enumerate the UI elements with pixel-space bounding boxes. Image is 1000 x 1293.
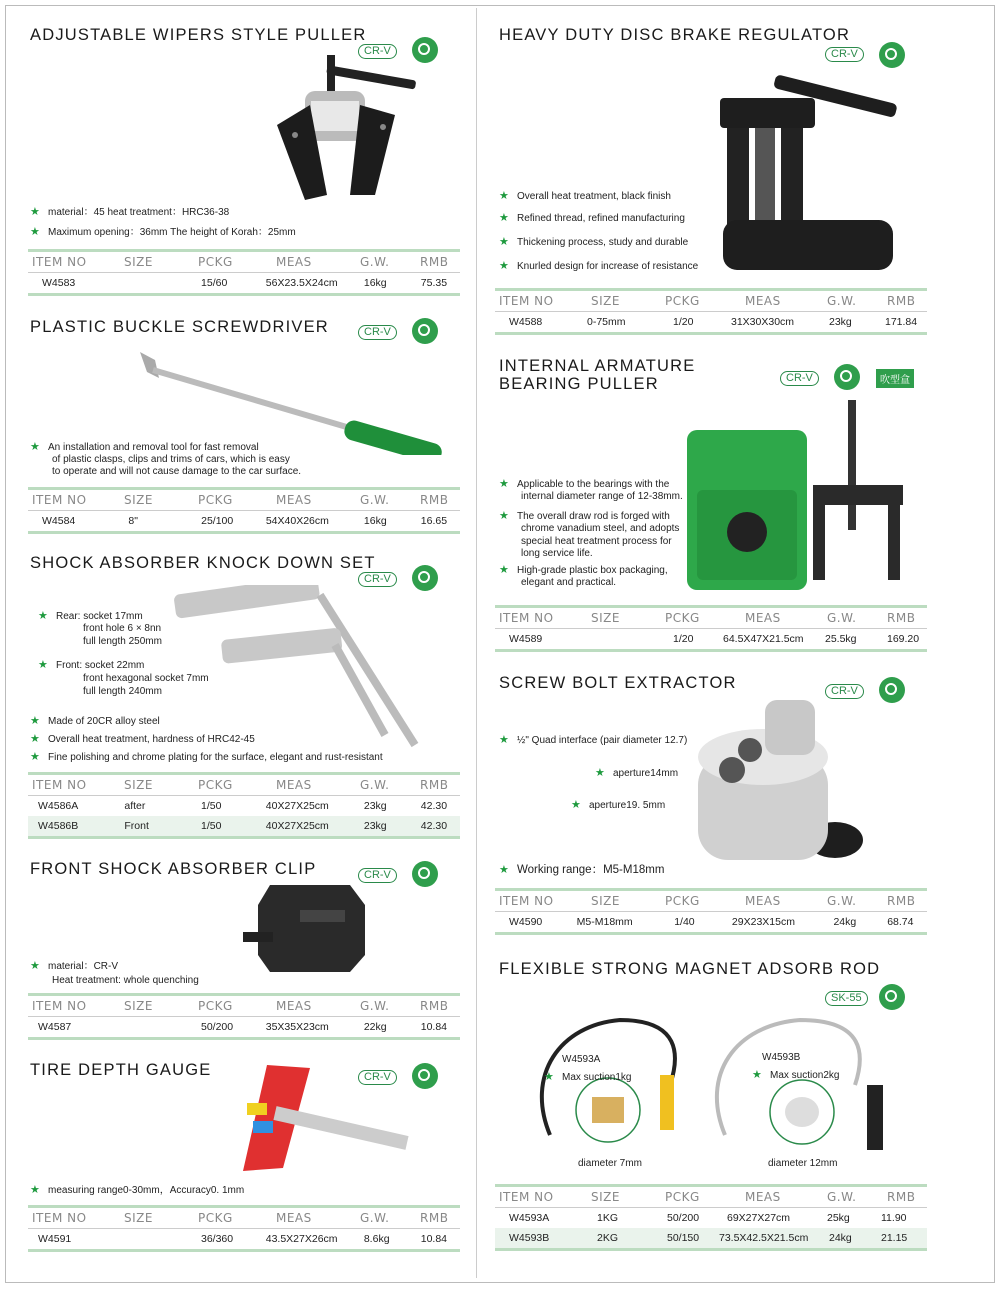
table-cell: 169.20 xyxy=(887,633,920,645)
feature-text: full length 250mm xyxy=(83,636,162,647)
disc-brake-regulator-image xyxy=(715,70,900,275)
spec-table xyxy=(495,1184,927,1251)
table-cell: 50/200 xyxy=(200,1021,234,1033)
feature-text: diameter 12mm xyxy=(768,1158,838,1169)
col-header: ITEM NO xyxy=(32,493,87,507)
col-header: ITEM NO xyxy=(499,611,554,625)
col-header: PCKG xyxy=(665,611,700,625)
star-icon: ★ xyxy=(595,767,605,779)
star-icon: ★ xyxy=(38,610,48,622)
col-header: SIZE xyxy=(591,294,620,308)
table-row xyxy=(28,1017,460,1037)
table-cell: 24kg xyxy=(829,1232,852,1244)
feature-text: measuring range0-30mm，Accuracy0. 1mm xyxy=(48,1185,245,1196)
table-cell: 21.15 xyxy=(881,1232,908,1244)
table-cell: 1/20 xyxy=(673,316,694,328)
col-header: PCKG xyxy=(665,894,700,908)
table-cell xyxy=(122,273,195,293)
col-header: MEAS xyxy=(276,778,312,792)
feature-text: material：45 heat treatment：HRC36-38 xyxy=(48,207,230,218)
table-cell: 40X27X25cm xyxy=(265,820,329,832)
table-cell: 64.5X47X21.5cm xyxy=(723,633,804,645)
star-icon: ★ xyxy=(499,212,509,224)
table-cell: 0-75mm xyxy=(587,316,626,328)
col-header: PCKG xyxy=(665,1190,700,1204)
table-cell: 23kg xyxy=(363,820,387,832)
col-header: PCKG xyxy=(198,1211,233,1225)
table-cell: 56X23.5X24cm xyxy=(265,277,338,289)
star-icon: ★ xyxy=(499,734,509,746)
product-title: SHOCK ABSORBER KNOCK DOWN SET xyxy=(30,554,376,572)
feature-text: Fine polishing and chrome plating for the surface, elegant and rust-resistant xyxy=(48,752,383,763)
table-cell: 36/360 xyxy=(200,1233,234,1245)
product-title: ADJUSTABLE WIPERS STYLE PULLER xyxy=(30,26,367,44)
spec-table xyxy=(28,487,460,534)
material-badge: CR-V xyxy=(358,1070,397,1085)
col-header: ITEM NO xyxy=(499,894,554,908)
star-icon: ★ xyxy=(30,206,40,218)
feature-text: full length 240mm xyxy=(83,686,162,697)
col-header: ITEM NO xyxy=(499,1190,554,1204)
table-cell: W4588 xyxy=(509,316,543,328)
col-header: MEAS xyxy=(745,894,781,908)
table-cell xyxy=(587,629,673,649)
feature-text: elegant and practical. xyxy=(521,577,617,588)
table-cell: 31X30X30cm xyxy=(731,316,795,328)
feature-text: An installation and removal tool for fast removal xyxy=(48,442,259,453)
model-label: W4593A xyxy=(562,1054,601,1065)
star-icon: ★ xyxy=(499,510,509,522)
table-cell: 1/20 xyxy=(673,633,694,645)
table-row xyxy=(495,629,927,649)
col-header: RMB xyxy=(420,999,449,1013)
feature-text: aperture19. 5mm xyxy=(589,800,666,811)
material-badge: CR-V xyxy=(358,44,397,59)
col-header: RMB xyxy=(420,1211,449,1225)
feature-text: diameter 7mm xyxy=(578,1158,642,1169)
table-cell: 40X27X25cm xyxy=(265,800,329,812)
star-icon: ★ xyxy=(30,733,40,745)
star-icon: ★ xyxy=(30,960,40,972)
material-badge: CR-V xyxy=(358,868,397,883)
product-title: FRONT SHOCK ABSORBER CLIP xyxy=(30,860,317,878)
table-cell: 8.6kg xyxy=(363,1233,390,1245)
star-icon: ★ xyxy=(499,864,509,876)
spec-table xyxy=(28,993,460,1040)
table-row xyxy=(28,796,460,816)
table-cell: 15/60 xyxy=(201,277,228,289)
col-header: ITEM NO xyxy=(32,778,87,792)
screwdriver-image xyxy=(135,350,445,455)
star-icon: ★ xyxy=(30,226,40,238)
col-header: G.W. xyxy=(827,294,857,308)
quality-logo-icon xyxy=(834,364,860,390)
feature-text: The overall draw rod is forged with xyxy=(517,511,670,522)
col-header: MEAS xyxy=(745,611,781,625)
col-header: G.W. xyxy=(827,611,857,625)
table-cell: 43.5X27X26cm xyxy=(265,1233,338,1245)
table-cell: 16.65 xyxy=(420,515,448,527)
table-cell xyxy=(122,1017,195,1037)
table-row xyxy=(28,1229,460,1249)
table-cell: 10.84 xyxy=(420,1021,448,1033)
col-header: SIZE xyxy=(591,611,620,625)
table-cell: 23kg xyxy=(363,800,387,812)
table-row xyxy=(495,912,927,932)
table-cell: 1/40 xyxy=(674,916,695,928)
table-cell: 23kg xyxy=(829,316,852,328)
col-header: PCKG xyxy=(198,999,233,1013)
table-cell: 54X40X26cm xyxy=(265,515,329,527)
col-header: SIZE xyxy=(124,1211,153,1225)
table-cell: W4593B xyxy=(509,1232,550,1244)
table-cell: W4589 xyxy=(509,633,543,645)
col-header: ITEM NO xyxy=(32,255,87,269)
table-cell: 11.90 xyxy=(881,1212,907,1224)
table-row xyxy=(495,1228,927,1248)
col-header: ITEM NO xyxy=(32,1211,87,1225)
col-header: G.W. xyxy=(360,999,390,1013)
feature-text: Working range：M5-M18mm xyxy=(517,864,665,876)
col-header: SIZE xyxy=(591,1190,620,1204)
table-cell: M5-M18mm xyxy=(576,916,633,928)
col-header: G.W. xyxy=(360,493,390,507)
model-label: W4593B xyxy=(762,1052,801,1063)
feature-text: aperture14mm xyxy=(613,768,679,779)
table-cell: 25.5kg xyxy=(825,633,857,645)
table-row xyxy=(495,312,927,332)
feature-text: Applicable to the bearings with the xyxy=(517,479,670,490)
star-icon: ★ xyxy=(30,1184,40,1196)
star-icon: ★ xyxy=(30,441,40,453)
feature-text: High-grade plastic box packaging, xyxy=(517,565,668,576)
feature-text: of plastic clasps, clips and trims of cars, which is easy xyxy=(52,454,290,465)
col-header: ITEM NO xyxy=(499,294,554,308)
magnet-rods-image xyxy=(520,1015,920,1170)
table-cell: after xyxy=(124,800,146,812)
star-icon: ★ xyxy=(499,260,509,272)
star-icon: ★ xyxy=(30,715,40,727)
star-icon: ★ xyxy=(499,478,509,490)
table-cell: 1KG xyxy=(597,1212,619,1224)
col-header: PCKG xyxy=(198,493,233,507)
col-header: RMB xyxy=(887,1190,916,1204)
table-cell: W4591 xyxy=(38,1233,72,1245)
table-cell: 35X35X23cm xyxy=(265,1021,329,1033)
col-header: SIZE xyxy=(124,493,153,507)
col-header: SIZE xyxy=(124,999,153,1013)
table-cell: W4587 xyxy=(38,1021,72,1033)
table-cell: 1/50 xyxy=(201,820,222,832)
product-title: PLASTIC BUCKLE SCREWDRIVER xyxy=(30,318,329,336)
col-header: RMB xyxy=(420,255,449,269)
column-divider xyxy=(476,8,477,1278)
feature-text: Refined thread, refined manufacturing xyxy=(517,213,685,224)
table-row xyxy=(495,1208,927,1228)
material-badge: CR-V xyxy=(358,325,397,340)
table-cell: 16kg xyxy=(363,515,387,527)
material-badge: CR-V xyxy=(780,371,819,386)
star-icon: ★ xyxy=(38,659,48,671)
quality-logo-icon xyxy=(412,861,438,887)
feature-text: to operate and will not cause damage to the car surface. xyxy=(52,466,302,477)
col-header: G.W. xyxy=(360,1211,390,1225)
col-header: RMB xyxy=(420,778,449,792)
star-icon: ★ xyxy=(499,236,509,248)
table-cell: Front xyxy=(124,820,149,832)
table-cell: W4586B xyxy=(38,820,79,832)
bolt-extractor-image xyxy=(690,695,865,865)
feature-text: Knurled design for increase of resistance xyxy=(517,261,699,272)
col-header: G.W. xyxy=(360,255,390,269)
col-header: RMB xyxy=(420,493,449,507)
table-cell: 2KG xyxy=(597,1232,619,1244)
spec-table xyxy=(28,1205,460,1252)
table-cell: 50/200 xyxy=(667,1212,700,1224)
feature-text: material：CR-V xyxy=(48,961,119,972)
feature-text: front hexagonal socket 7mm xyxy=(83,673,209,684)
feature-text: Rear: socket 17mm xyxy=(56,611,143,622)
col-header: RMB xyxy=(887,894,916,908)
col-header: RMB xyxy=(887,294,916,308)
table-cell: W4584 xyxy=(42,515,76,527)
table-cell: 24kg xyxy=(833,916,857,928)
table-cell: 73.5X42.5X21.5cm xyxy=(719,1232,809,1244)
wiper-puller-image xyxy=(265,55,425,200)
col-header: G.W. xyxy=(827,894,857,908)
product-title-line2: BEARING PULLER xyxy=(499,375,659,393)
table-row xyxy=(28,511,460,531)
quality-logo-icon xyxy=(879,984,905,1010)
table-cell: W4586A xyxy=(38,800,79,812)
col-header: MEAS xyxy=(276,1211,312,1225)
col-header: SIZE xyxy=(124,255,153,269)
spec-table xyxy=(495,605,927,652)
col-header: G.W. xyxy=(827,1190,857,1204)
col-header: MEAS xyxy=(745,1190,781,1204)
table-cell: 171.84 xyxy=(885,316,918,328)
quality-logo-icon xyxy=(879,42,905,68)
col-header: PCKG xyxy=(198,778,233,792)
col-header: RMB xyxy=(887,611,916,625)
star-icon: ★ xyxy=(30,751,40,763)
feature-text: Front: socket 22mm xyxy=(56,660,145,671)
feature-text: special heat treatment process for xyxy=(521,536,672,547)
spec-table xyxy=(28,772,460,839)
feature-text: chrome vanadium steel, and adopts xyxy=(521,523,680,534)
table-cell: 22kg xyxy=(363,1021,387,1033)
material-badge: CR-V xyxy=(825,47,864,62)
material-badge: SK-55 xyxy=(825,991,868,1006)
feature-text: Max suction1kg xyxy=(562,1072,632,1083)
table-cell: 68.74 xyxy=(887,916,914,928)
feature-text: Heat treatment: whole quenching xyxy=(52,975,199,986)
feature-text: Maximum opening：36mm The height of Korah：25mm xyxy=(48,227,296,238)
col-header: MEAS xyxy=(745,294,781,308)
material-badge: CR-V xyxy=(358,572,397,587)
table-cell: 8" xyxy=(128,515,138,527)
product-title: SCREW BOLT EXTRACTOR xyxy=(499,674,737,692)
table-cell: 25kg xyxy=(827,1212,850,1224)
table-cell: 1/50 xyxy=(201,800,222,812)
feature-text: Thickening process, study and durable xyxy=(517,237,689,248)
col-header: ITEM NO xyxy=(32,999,87,1013)
table-cell: W4583 xyxy=(42,277,76,289)
table-cell: W4590 xyxy=(509,916,543,928)
product-title: HEAVY DUTY DISC BRAKE REGULATOR xyxy=(499,26,851,44)
bearing-puller-image xyxy=(683,400,923,600)
col-header: MEAS xyxy=(276,493,312,507)
star-icon: ★ xyxy=(571,799,581,811)
quality-logo-icon xyxy=(879,677,905,703)
table-cell: 10.84 xyxy=(420,1233,448,1245)
box-type-tag: 吹型盒 xyxy=(876,369,914,388)
feature-text: internal diameter range of 12-38mm. xyxy=(521,491,683,502)
feature-text: Overall heat treatment, black finish xyxy=(517,191,671,202)
spec-table xyxy=(495,288,927,335)
quality-logo-icon xyxy=(412,318,438,344)
table-row xyxy=(28,816,460,836)
material-badge: CR-V xyxy=(825,684,864,699)
spec-table xyxy=(495,888,927,935)
table-cell: 25/100 xyxy=(201,515,234,527)
star-icon: ★ xyxy=(752,1069,762,1081)
col-header: SIZE xyxy=(124,778,153,792)
quality-logo-icon xyxy=(412,1063,438,1089)
star-icon: ★ xyxy=(499,190,509,202)
feature-text: Made of 20CR alloy steel xyxy=(48,716,160,727)
feature-text: front hole 6 × 8nn xyxy=(83,623,162,634)
table-cell: 69X27X27cm xyxy=(727,1212,791,1224)
table-cell: 75.35 xyxy=(420,277,448,289)
feature-text: ½" Quad interface (pair diameter 12.7) xyxy=(517,735,688,746)
tire-gauge-image xyxy=(235,1063,410,1178)
table-cell: W4593A xyxy=(509,1212,550,1224)
col-header: PCKG xyxy=(665,294,700,308)
shock-clip-image xyxy=(240,880,370,975)
col-header: PCKG xyxy=(198,255,233,269)
table-cell: 16kg xyxy=(363,277,387,289)
col-header: MEAS xyxy=(276,999,312,1013)
product-title: TIRE DEPTH GAUGE xyxy=(30,1061,212,1079)
feature-text: Overall heat treatment, hardness of HRC42-45 xyxy=(48,734,255,745)
star-icon: ★ xyxy=(544,1071,554,1083)
col-header: SIZE xyxy=(591,894,620,908)
table-cell: 50/150 xyxy=(667,1232,700,1244)
table-row xyxy=(28,273,460,293)
table-cell: 29X23X15cm xyxy=(731,916,795,928)
table-cell: 42.30 xyxy=(420,820,448,832)
product-title: FLEXIBLE STRONG MAGNET ADSORB ROD xyxy=(499,960,881,978)
feature-text: long service life. xyxy=(521,548,593,559)
product-title: INTERNAL ARMATURE xyxy=(499,357,696,375)
table-cell: 42.30 xyxy=(420,800,448,812)
table-cell xyxy=(122,1229,195,1249)
col-header: MEAS xyxy=(276,255,312,269)
star-icon: ★ xyxy=(499,564,509,576)
feature-text: Max suction2kg xyxy=(770,1070,840,1081)
col-header: G.W. xyxy=(360,778,390,792)
spec-table xyxy=(28,249,460,296)
